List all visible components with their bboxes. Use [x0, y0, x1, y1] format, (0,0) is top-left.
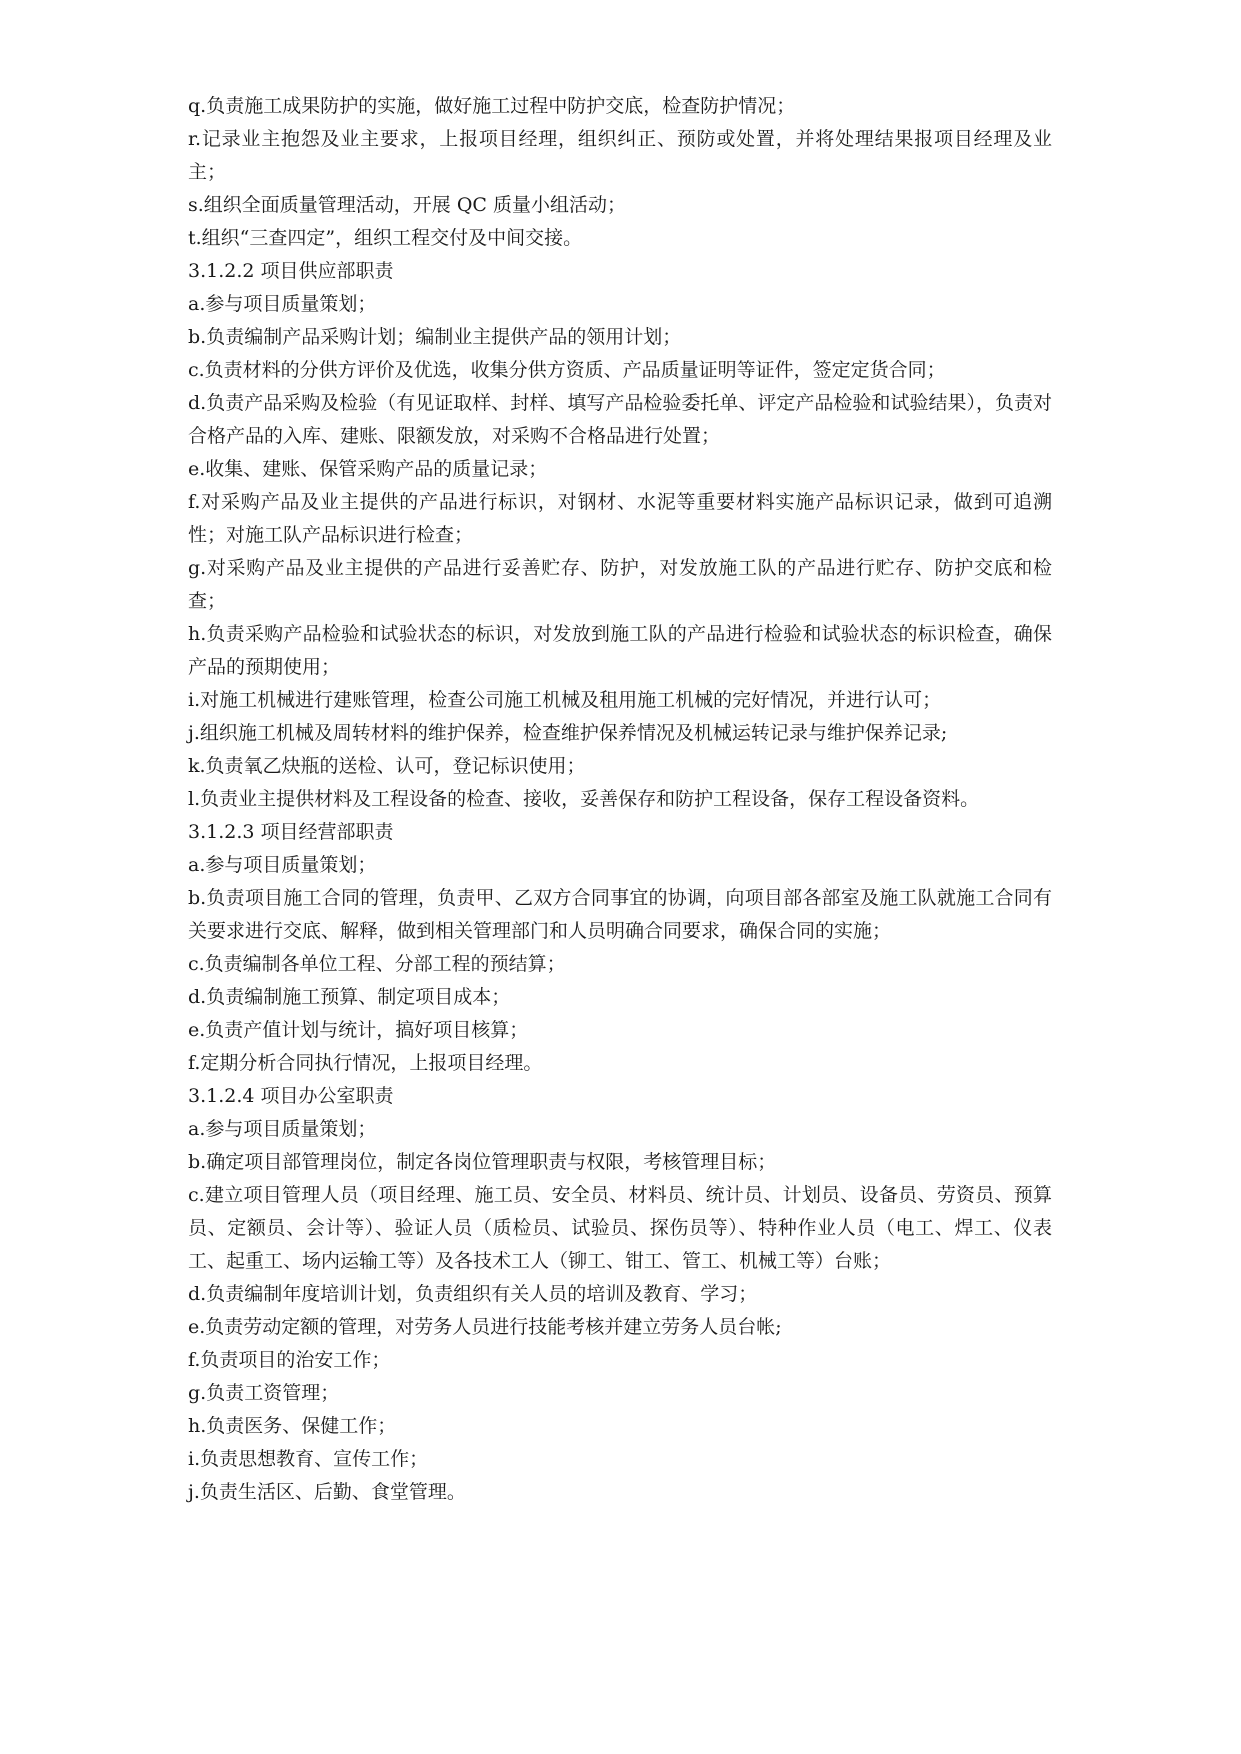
duty-item-q: q.负责施工成果防护的实施，做好施工过程中防护交底，检查防护情况；	[188, 95, 796, 117]
office-item-c: c.建立项目管理人员（项目经理、施工员、安全员、材料员、统计员、计划员、设备员、劳资员、预算员、定额员、会计等）、验证人员（质检员、试验员、探伤员等）、特种作业人员（电工、焊工、仪表工、起重工、场内运输工等）及各技术工人（铆工、钳工、管工、机械工等）台账；	[188, 1184, 1052, 1272]
supply-item-k: k.负责氧乙炔瓶的送检、认可，登记标识使用；	[188, 755, 586, 777]
supply-item-a: a.参与项目质量策划；	[188, 293, 377, 315]
section-heading-office: 3.1.2.4 项目办公室职责	[188, 1085, 394, 1107]
supply-item-i: i.对施工机械进行建账管理，检查公司施工机械及租用施工机械的完好情况，并进行认可；	[188, 689, 942, 711]
office-item-e: e.负责劳动定额的管理，对劳务人员进行技能考核并建立劳务人员台帐;	[188, 1316, 782, 1338]
office-item-h: h.负责医务、保健工作；	[188, 1415, 397, 1437]
duty-item-r: r.记录业主抱怨及业主要求，上报项目经理，组织纠正、预防或处置，并将处理结果报项目经理及业主；	[188, 128, 1052, 183]
supply-item-c: c.负责材料的分供方评价及优选，收集分供方资质、产品质量证明等证件，签定定货合同；	[188, 359, 946, 381]
office-item-d: d.负责编制年度培训计划，负责组织有关人员的培训及教育、学习；	[188, 1283, 758, 1305]
business-item-f: f.定期分析合同执行情况，上报项目经理。	[188, 1052, 543, 1074]
office-item-j: j.负责生活区、后勤、食堂管理。	[188, 1481, 466, 1503]
supply-item-j: j.组织施工机械及周转材料的维护保养，检查维护保养情况及机械运转记录与维护保养记录;	[188, 722, 948, 744]
document-body	[188, 90, 1052, 1509]
office-item-i: i.负责思想教育、宣传工作；	[188, 1448, 429, 1470]
supply-item-d: d.负责产品采购及检验（有见证取样、封样、填写产品检验委托单、评定产品检验和试验结果），负责对合格产品的入库、建账、限额发放，对采购不合格品进行处置；	[188, 392, 1052, 447]
section-heading-supply: 3.1.2.2 项目供应部职责	[188, 260, 394, 282]
office-item-b: b.确定项目部管理岗位，制定各岗位管理职责与权限，考核管理目标；	[188, 1151, 777, 1173]
section-heading-business: 3.1.2.3 项目经营部职责	[188, 821, 394, 843]
business-item-a: a.参与项目质量策划；	[188, 854, 377, 876]
supply-item-h: h.负责采购产品检验和试验状态的标识，对发放到施工队的产品进行检验和试验状态的标识检查，确保产品的预期使用；	[188, 623, 1052, 678]
office-item-g: g.负责工资管理；	[188, 1382, 340, 1404]
business-item-c: c.负责编制各单位工程、分部工程的预结算；	[188, 953, 566, 975]
duty-item-s: s.组织全面质量管理活动，开展 QC 质量小组活动；	[188, 194, 626, 216]
supply-item-f: f.对采购产品及业主提供的产品进行标识，对钢材、水泥等重要材料实施产品标识记录，做到可追溯性；对施工队产品标识进行检查；	[188, 491, 1052, 546]
supply-item-l: l.负责业主提供材料及工程设备的检查、接收，妥善保存和防护工程设备，保存工程设备资料。	[188, 788, 980, 810]
supply-item-e: e.收集、建账、保管采购产品的质量记录；	[188, 458, 548, 480]
supply-item-b: b.负责编制产品采购计划；编制业主提供产品的领用计划；	[188, 326, 682, 348]
business-item-b: b.负责项目施工合同的管理，负责甲、乙双方合同事宜的协调，向项目部各部室及施工队就施工合同有关要求进行交底、解释，做到相关管理部门和人员明确合同要求，确保合同的实施；	[188, 887, 1052, 942]
duty-item-t: t.组织“三查四定”，组织工程交付及中间交接。	[188, 227, 583, 249]
office-item-a: a.参与项目质量策划；	[188, 1118, 377, 1140]
business-item-d: d.负责编制施工预算、制定项目成本；	[188, 986, 511, 1008]
supply-item-g: g.对采购产品及业主提供的产品进行妥善贮存、防护，对发放施工队的产品进行贮存、防护交底和检查；	[188, 557, 1052, 612]
office-item-f: f.负责项目的治安工作；	[188, 1349, 391, 1371]
business-item-e: e.负责产值计划与统计，搞好项目核算；	[188, 1019, 529, 1041]
